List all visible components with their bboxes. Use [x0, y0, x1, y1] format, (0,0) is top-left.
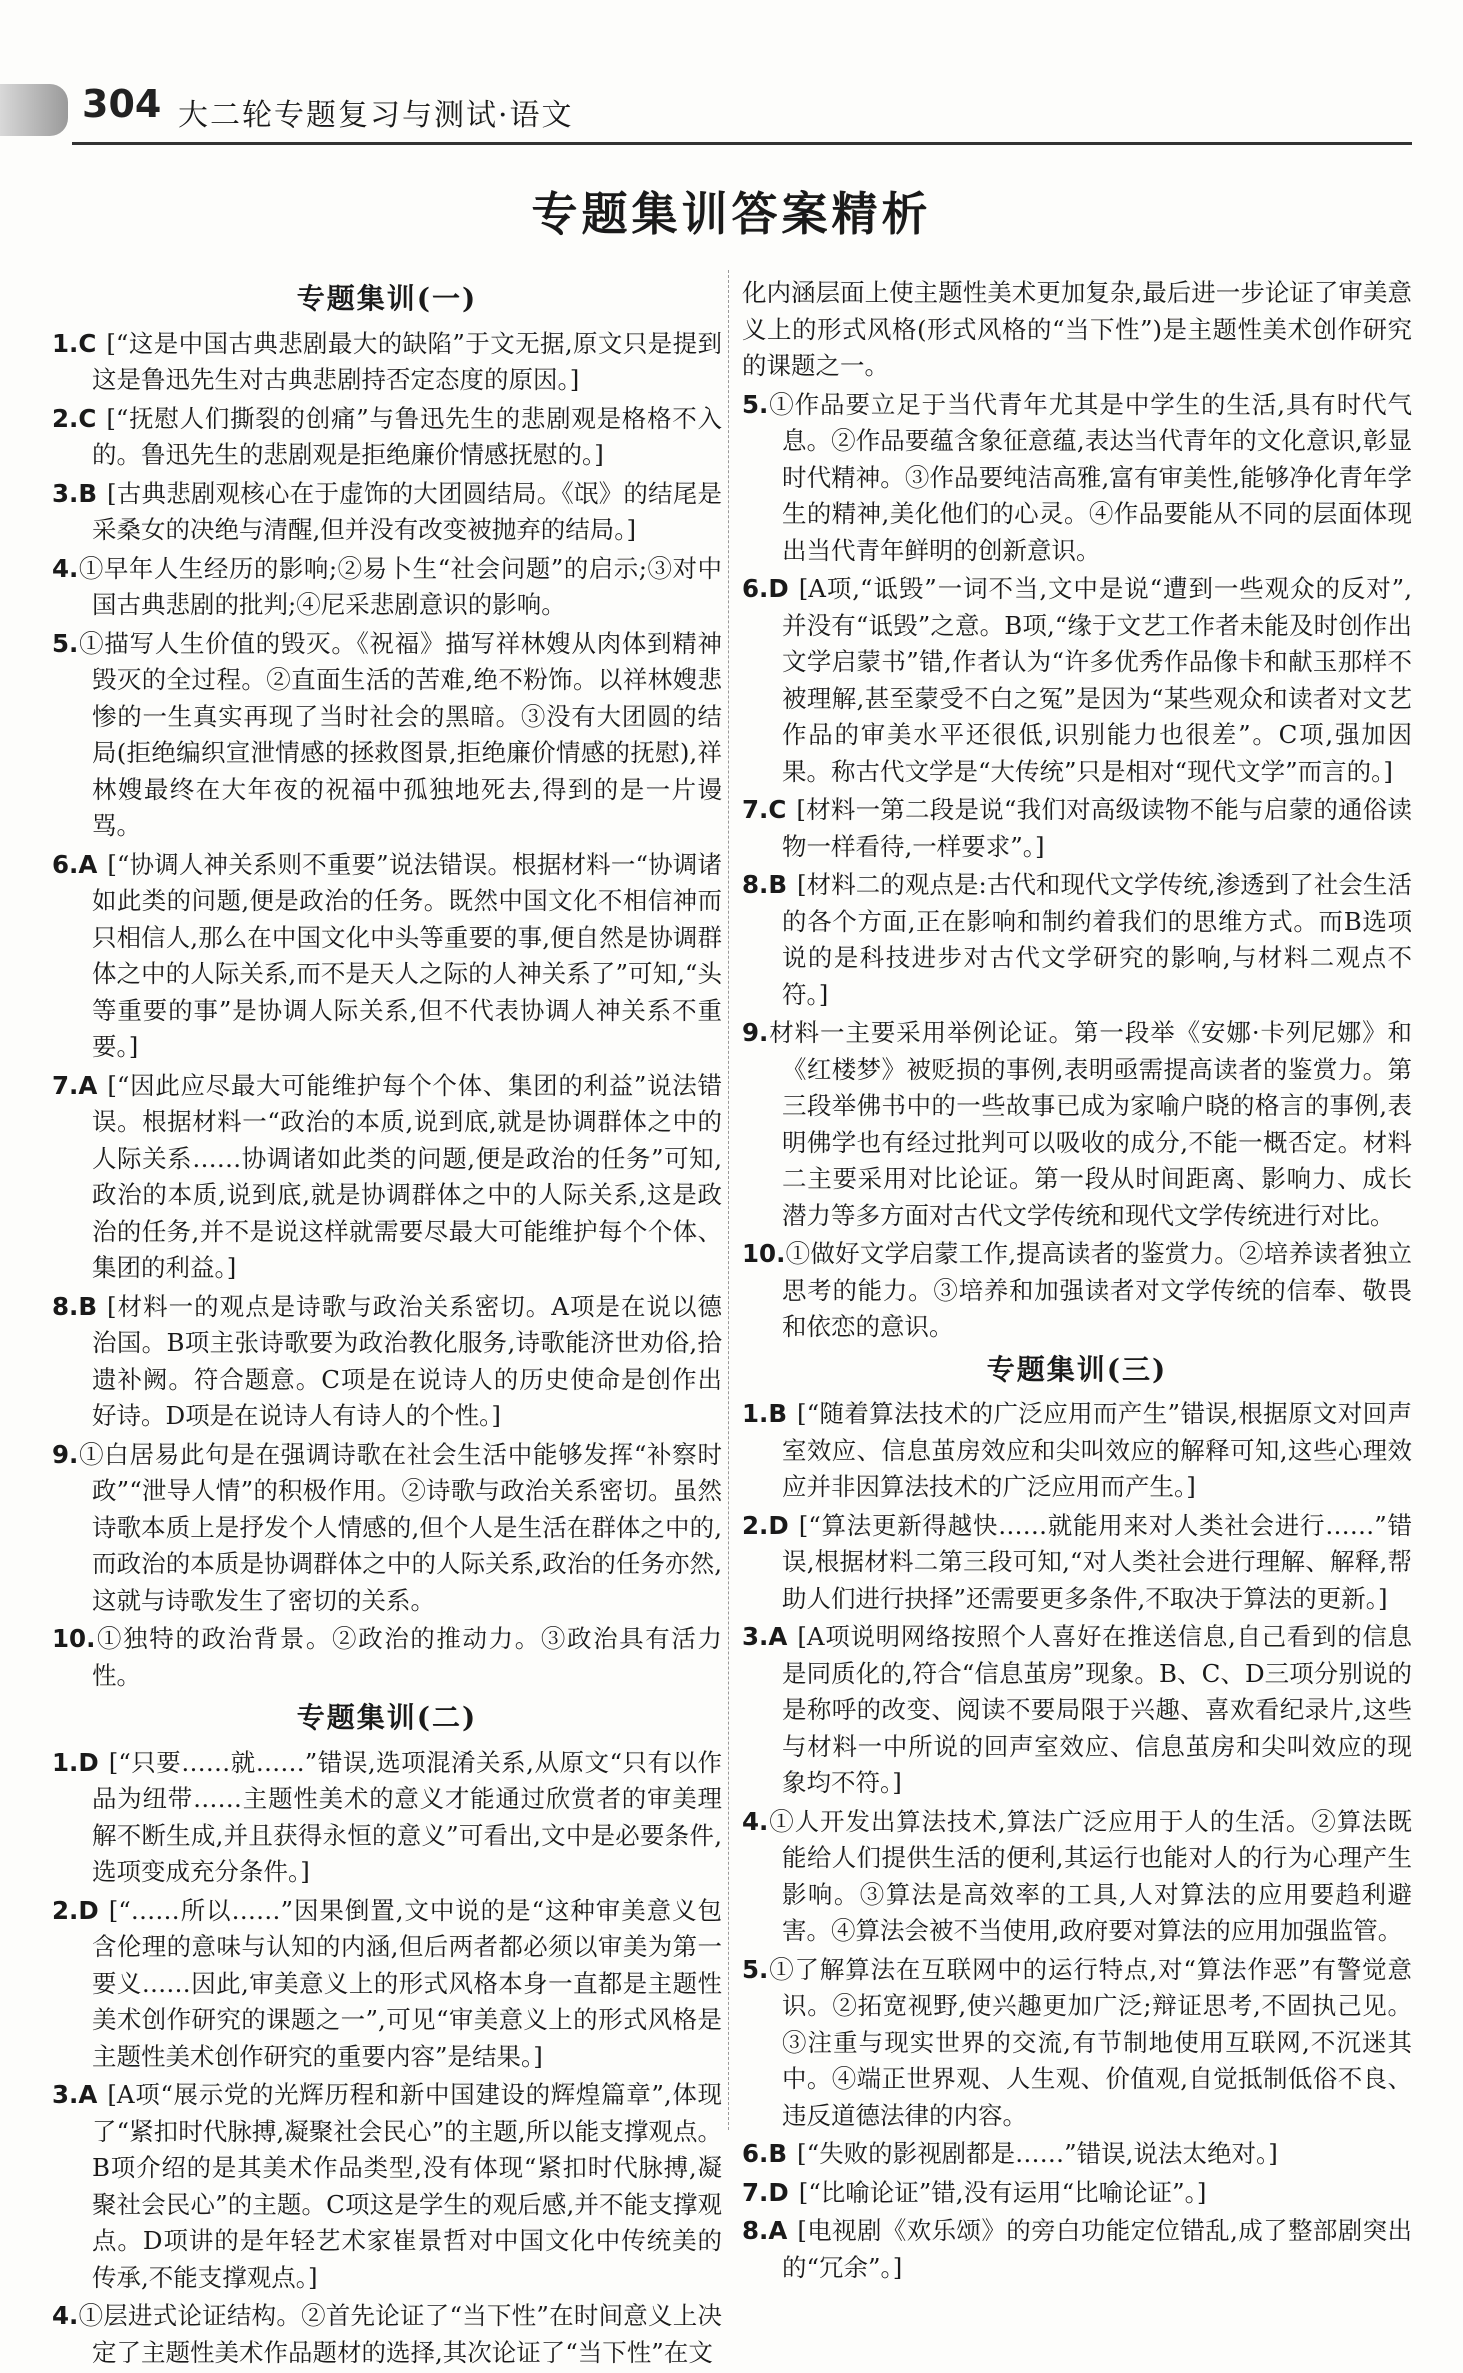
item-text: [“抚慰人们撕裂的创痛”与鲁迅先生的悲剧观是格格不入的。鲁迅先生的悲剧观是拒绝廉价情感抚慰的。] [92, 403, 722, 469]
item-text: [A项说明网络按照个人喜好在推送信息,自己看到的信息是同质化的,符合“信息茧房”现象。B、C、D三项分别说的是称呼的改变、阅读不要局限于兴趣、喜欢看纪录片,这些与材料一中所说的回声室效应、信息茧房和尖叫效应的现象均不符。] [782, 1622, 1412, 1797]
item-text: ①早年人生经历的影响;②易卜生“社会问题”的启示;③对中国古典悲剧的批判;④尼采悲剧意识的影响。 [78, 553, 722, 619]
item-number: 7. [52, 1070, 79, 1100]
item-answer-letter: B [78, 1291, 98, 1321]
section-1-list [52, 326, 722, 1695]
answer-item [742, 1236, 1412, 1346]
item-answer-letter: C [78, 328, 97, 358]
answer-item [52, 1437, 722, 1620]
answer-item [742, 792, 1412, 865]
item-text: [材料一第二段是说“我们对高级读物不能与启蒙的通俗读物一样看待,一样要求”。] [782, 795, 1412, 861]
item-text: [“协调人神关系则不重要”说法错误。根据材料一“协调诸如此类的问题,便是政治的任务。既然中国文化不相信神而只相信人,那么在中国文化中头等重要的事,便自然是协调群体之中的人际关系,而不是天人之际的人神关系了”可知,“头等重要的事”是协调人际关系,但不代表协调人神关系不重要。] [92, 849, 722, 1061]
left-column [52, 275, 722, 2373]
item-text: [A项“展示党的光辉历程和新中国建设的辉煌篇章”,体现了“紧扣时代脉搏,凝聚社会民心”的主题,所以能支撑观点。B项介绍的是其美术作品类型,没有体现“紧扣时代脉搏,凝聚社会民心”的主题。C项这是学生的观后感,并不能支撑观点。D项讲的是年轻艺术家崔景哲对中国文化中传统美的传承,不能支撑观点。] [92, 2080, 722, 2292]
item-answer-letter: B [768, 870, 788, 899]
page-title: 专题集训答案精析 [531, 187, 932, 241]
item-text: ①独特的政治背景。②政治的推动力。③政治具有活力性。 [92, 1624, 722, 1690]
item-text: ①人开发出算法技术,算法广泛应用于人的生活。②算法既能给人们提供生活的便利,其运行也能对人的行为心理产生影响。③算法是高效率的工具,人对算法的应用要趋利避害。④算法会被不当使用,政府要对算法的应用加强监管。 [768, 1806, 1412, 1945]
item-number: 6. [742, 574, 769, 603]
header-rule [72, 142, 1412, 145]
item-number: 8. [742, 2216, 769, 2245]
item-text: 材料一主要采用举例论证。第一段举《安娜·卡列尼娜》和《红楼梦》被贬损的事例,表明亟需提高读者的鉴赏力。第三段举佛书中的一些故事已成为家喻户晓的格言的事例,表明佛学也有经过批判可以吸收的成分,不能一概否定。材料二主要采用对比论证。第一段从时间距离、影响力、成长潜力等多方面对古代文学传统和现代文学传统进行对比。 [768, 1018, 1412, 1230]
page-tab-decoration [0, 84, 68, 136]
item-number: 3. [52, 478, 79, 508]
section-3-list [742, 1396, 1412, 2286]
page-number: 304 [82, 82, 162, 126]
item-answer-letter: A [78, 2080, 98, 2109]
item-text: [A项,“诋毁”一词不当,文中是说“遭到一些观众的反对”,并没有“诋毁”之意。B项,“缘于文艺工作者未能及时创作出文学启蒙书”错,作者认为“许多优秀作品像卡和献玉那样不被理解,甚至蒙受不白之冤”是因为“某些观众和读者对文艺作品的审美水平还很低,识别能力也很差”。C项,强加因果。称古代文学是“大传统”只是相对“现代文学”而言的。] [782, 574, 1412, 786]
item-number: 9. [742, 1018, 769, 1047]
item-number: 7. [742, 795, 769, 824]
answer-item [52, 1289, 722, 1435]
item-number: 3. [742, 1622, 769, 1651]
answer-item [742, 1804, 1412, 1950]
answer-item [742, 387, 1412, 570]
page-header [0, 70, 1463, 150]
answer-item [742, 2175, 1412, 2212]
item-answer-letter: D [78, 1895, 99, 1925]
answer-item [52, 401, 722, 474]
item-number: 5. [52, 628, 79, 658]
item-text: [“这是中国古典悲剧最大的缺陷”于文无据,原文只是提到这是鲁迅先生对古典悲剧持否定态度的原因。] [92, 328, 722, 394]
item-answer-letter: D [768, 1510, 789, 1540]
item-number: 4. [742, 1806, 769, 1836]
answer-item [52, 847, 722, 1066]
item-text: ①作品要立足于当代青年尤其是中学生的生活,具有时代气息。②作品要蕴含象征意蕴,表达当代青年的文化意识,彰显时代精神。③作品要纯洁高雅,富有审美性,能够净化青年学生的精神,美化他们的心灵。④作品要能从不同的层面体现出当代青年鲜明的创新意识。 [768, 389, 1412, 565]
item-text: [“算法更新得越快……就能用来对人类社会进行……”错误,根据材料二第三段可知,“对人类社会进行理解、解释,帮助人们进行抉择”还需要更多条件,不取决于算法的更新。] [782, 1510, 1412, 1613]
item-number: 9. [52, 1439, 79, 1469]
item-answer-letter: B [78, 478, 98, 508]
answer-item [742, 1508, 1412, 1618]
item-text: [材料二的观点是:古代和现代文学传统,渗透到了社会生活的各个方面,正在影响和制约着我们的思维方式。而B选项说的是科技进步对古代文学研究的影响,与材料二观点不符。] [782, 870, 1412, 1009]
item-number: 1. [52, 328, 79, 358]
item-number: 7. [742, 2177, 769, 2207]
item-number: 1. [742, 1399, 769, 1428]
item-text: ①白居易此句是在强调诗歌在社会生活中能够发挥“补察时政”“泄导人情”的积极作用。②诗歌与政治关系密切。虽然诗歌本质上是抒发个人情感的,但个人是生活在群体之中的,而政治的本质是协调群体之中的人际关系,政治的任务亦然,这就与诗歌发生了密切的关系。 [78, 1439, 722, 1615]
item-answer-letter: A [78, 1070, 98, 1100]
item-number: 6. [742, 2139, 769, 2168]
item-number: 2. [52, 403, 79, 433]
section-title-1: 专题集训(一) [296, 282, 478, 315]
item-number: 4. [52, 553, 79, 583]
answer-item [742, 2213, 1412, 2286]
answer-item [52, 1068, 722, 1287]
book-title: 大二轮专题复习与测试·语文 [178, 98, 574, 133]
answer-item [52, 1893, 722, 2076]
section-2-continuation: 化内涵层面上使主题性美术更加复杂,最后进一步论证了审美意义上的形式风格(形式风格的“当下性”)是主题性美术创作研究的课题之一。 [742, 278, 1412, 380]
item-number: 8. [52, 1291, 79, 1321]
answer-item [52, 326, 722, 399]
item-number: 6. [52, 849, 79, 879]
answer-item [742, 2136, 1412, 2173]
item-number: 2. [52, 1895, 79, 1925]
item-answer-letter: A [78, 849, 98, 879]
item-number: 1. [52, 1747, 79, 1777]
item-answer-letter: A [768, 1622, 788, 1651]
item-answer-letter: C [768, 795, 787, 824]
item-number: 5. [742, 1954, 769, 1984]
item-text: [“因此应尽最大可能维护每个个体、集团的利益”说法错误。根据材料一“政治的本质,说到底,就是协调群体之中的人际关系……协调诸如此类的问题,便是政治的任务”可知,政治的本质,说到底,就是协调群体之中的人际关系,这是政治的任务,并不是说这样就需要尽最大可能维护每个个体、集团的利益。] [92, 1070, 722, 1282]
section-2-list [52, 1745, 722, 2372]
right-column [742, 275, 1412, 2288]
item-text: [材料一的观点是诗歌与政治关系密切。A项是在说以德治国。B项主张诗歌要为政治教化服务,诗歌能济世劝俗,拾遗补阙。符合题意。C项是在说诗人的历史使命是创作出好诗。D项是在说诗人有诗人的个性。] [92, 1291, 722, 1430]
item-answer-letter: D [768, 574, 789, 603]
answer-item [742, 1015, 1412, 1234]
answer-item [52, 2298, 722, 2371]
item-text: [“……所以……”因果倒置,文中说的是“这种审美意义包含伦理的意味与认知的内涵,但后两者都必须以审美为第一要义……因此,审美意义上的形式风格本身一直都是主题性美术创作研究的课题之一”,可见“审美意义上的形式风格是主题性美术创作研究的重要内容”是结果。] [92, 1895, 722, 2071]
item-number: 2. [742, 1510, 769, 1540]
answer-item [742, 867, 1412, 1013]
answer-item [742, 1396, 1412, 1506]
item-text: ①层进式论证结构。②首先论证了“当下性”在时间意义上决定了主题性美术作品题材的选择,其次论证了“当下性”在文 [78, 2301, 722, 2367]
item-text: [电视剧《欢乐颂》的旁白功能定位错乱,成了整部剧突出的“冗余”。] [782, 2216, 1412, 2282]
item-text: [“随着算法技术的广泛应用而产生”错误,根据原文对回声室效应、信息茧房效应和尖叫效应的解释可知,这些心理效应并非因算法技术的广泛应用而产生。] [782, 1399, 1412, 1501]
answer-item [52, 1621, 722, 1694]
section-title-2: 专题集训(二) [296, 1701, 478, 1734]
item-answer-letter: B [768, 1399, 788, 1428]
answer-item [52, 626, 722, 845]
answer-item [52, 476, 722, 549]
item-answer-letter: C [78, 403, 97, 433]
item-text: [古典悲剧观核心在于虚饰的大团圆结局。《氓》的结尾是采桑女的决绝与清醒,但并没有改变被抛弃的结局。] [92, 478, 722, 544]
item-answer-letter: D [78, 1747, 99, 1777]
column-divider [728, 270, 730, 2130]
item-number: 5. [742, 389, 769, 419]
item-text: ①描写人生价值的毁灭。《祝福》描写祥林嫂从肉体到精神毁灭的全过程。②直面生活的苦难,绝不粉饰。以祥林嫂悲惨的一生真实再现了当时社会的黑暗。③没有大团圆的结局(拒绝编织宣泄情感的拯救图景,拒绝廉价情感的抚慰),祥林嫂最终在大年夜的祝福中孤独地死去,得到的是一片谩骂。 [78, 628, 722, 840]
item-text: ①了解算法在互联网中的运行特点,对“算法作恶”有警觉意识。②拓宽视野,使兴趣更加广泛;辩证思考,不固执己见。③注重与现实世界的交流,有节制地使用互联网,不沉迷其中。④端正世界观、人生观、价值观,自觉抵制低俗不良、违反道德法律的内容。 [768, 1954, 1412, 2130]
item-number: 8. [742, 870, 769, 899]
item-answer-letter: A [768, 2216, 788, 2245]
item-number: 3. [52, 2080, 79, 2109]
section-2-list-cont [742, 387, 1412, 1346]
section-title-3: 专题集训(三) [986, 1352, 1168, 1386]
item-number: 10. [742, 1239, 786, 1268]
item-number: 10. [52, 1624, 96, 1653]
answer-item [52, 2077, 722, 2296]
item-text: [“失败的影视剧都是……”错误,说法太绝对。] [797, 2139, 1278, 2168]
item-text: [“只要……就……”错误,选项混淆关系,从原文“只有以作品为纽带……主题性美术的意义才能通过欣赏者的审美理解不断生成,并且获得永恒的意义”可看出,文中是必要条件,选项变成充分条件。] [92, 1747, 722, 1886]
answer-item [742, 1952, 1412, 2135]
item-answer-letter: B [768, 2139, 788, 2168]
item-text: [“比喻论证”错,没有运用“比喻论证”。] [798, 2177, 1207, 2207]
answer-item [52, 551, 722, 624]
item-text: ①做好文学启蒙工作,提高读者的鉴赏力。②培养读者独立思考的能力。③培养和加强读者对文学传统的信奉、敬畏和依恋的意识。 [782, 1239, 1412, 1341]
item-answer-letter: D [768, 2177, 789, 2207]
answer-item [742, 571, 1412, 790]
answer-item [52, 1745, 722, 1891]
item-number: 4. [52, 2301, 79, 2330]
answer-item [742, 1619, 1412, 1802]
